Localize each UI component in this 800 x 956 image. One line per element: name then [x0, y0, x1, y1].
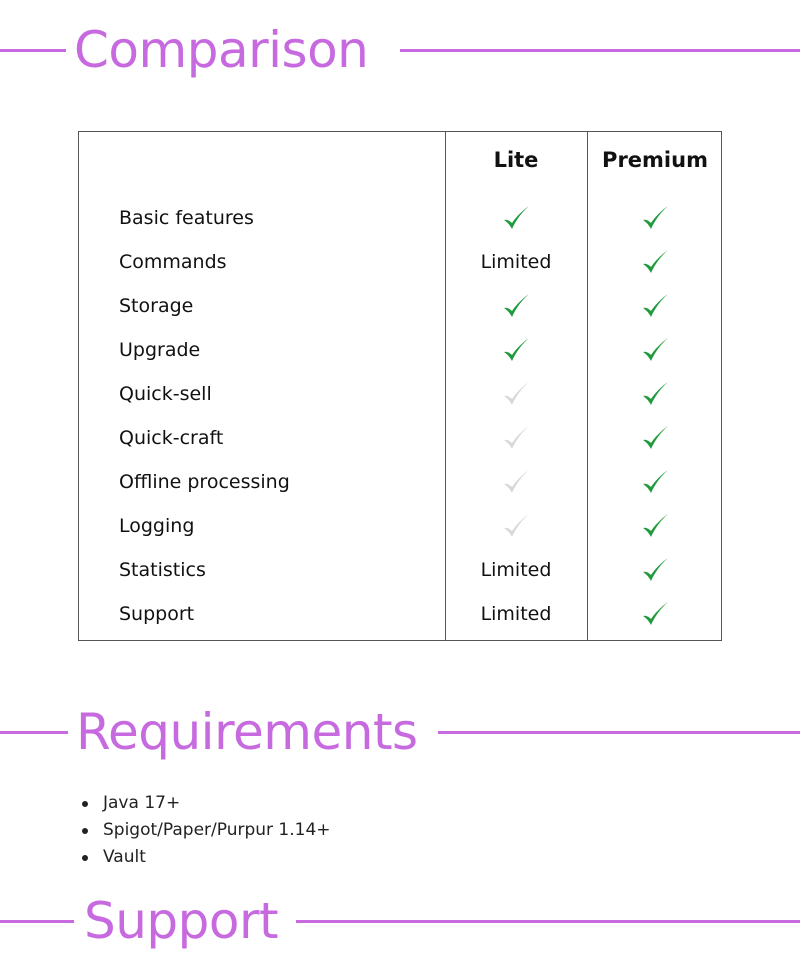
lite-cell [445, 284, 587, 328]
lite-cell [445, 196, 587, 240]
table-row [79, 592, 723, 636]
table-row [79, 240, 723, 284]
check-icon [640, 335, 670, 365]
header-rule-right [296, 920, 800, 923]
header-rule-right [400, 49, 800, 52]
limited-label: Limited [480, 251, 552, 273]
lite-cell [445, 548, 587, 592]
premium-cell [587, 592, 723, 636]
premium-cell [587, 416, 723, 460]
check-icon [640, 423, 670, 453]
check-disabled-icon [501, 467, 531, 497]
header-rule-left [0, 731, 68, 734]
premium-cell [587, 504, 723, 548]
premium-cell [587, 284, 723, 328]
premium-cell [587, 460, 723, 504]
requirements-list [82, 790, 331, 871]
limited-label: Limited [480, 559, 552, 581]
check-icon [640, 599, 670, 629]
feature-label: Offline processing [119, 471, 290, 493]
check-icon [640, 247, 670, 277]
check-disabled-icon [501, 511, 531, 541]
lite-cell [445, 240, 587, 284]
header-rule-right [438, 731, 800, 734]
feature-label: Commands [119, 251, 227, 273]
check-icon [640, 291, 670, 321]
feature-label: Basic features [119, 207, 254, 229]
check-icon [640, 467, 670, 497]
column-header-premium: Premium [602, 148, 708, 172]
requirements-header [0, 697, 800, 767]
feature-label: Logging [119, 515, 195, 537]
premium-cell [587, 372, 723, 416]
table-row [79, 196, 723, 240]
requirement-item: Vault [82, 844, 331, 871]
requirement-item: Spigot/Paper/Purpur 1.14+ [82, 817, 331, 844]
feature-label: Statistics [119, 559, 206, 581]
lite-cell [445, 592, 587, 636]
comparison-title: Comparison [74, 21, 369, 79]
check-disabled-icon [501, 423, 531, 453]
check-icon [501, 291, 531, 321]
premium-cell [587, 196, 723, 240]
feature-label: Support [119, 603, 195, 625]
comparison-table [78, 131, 722, 641]
table-row [79, 372, 723, 416]
header-rule-left [0, 920, 74, 923]
table-row [79, 504, 723, 548]
check-icon [640, 203, 670, 233]
limited-label: Limited [480, 603, 552, 625]
table-row [79, 284, 723, 328]
check-icon [501, 203, 531, 233]
feature-label: Quick-craft [119, 427, 224, 449]
table-row [79, 460, 723, 504]
table-row [79, 416, 723, 460]
feature-label: Quick-sell [119, 383, 212, 405]
feature-label: Upgrade [119, 339, 201, 361]
header-rule-left [0, 49, 66, 52]
lite-cell [445, 460, 587, 504]
check-icon [501, 335, 531, 365]
premium-cell [587, 328, 723, 372]
check-icon [640, 379, 670, 409]
check-icon [640, 511, 670, 541]
table-row [79, 328, 723, 372]
table-row [79, 548, 723, 592]
lite-cell [445, 328, 587, 372]
premium-cell [587, 240, 723, 284]
support-title: Support [84, 892, 279, 950]
support-header [0, 886, 800, 956]
premium-cell [587, 548, 723, 592]
requirement-item: Java 17+ [82, 790, 331, 817]
lite-cell [445, 372, 587, 416]
check-disabled-icon [501, 379, 531, 409]
requirements-title: Requirements [76, 703, 418, 761]
lite-cell [445, 416, 587, 460]
column-header-lite: Lite [493, 148, 539, 172]
check-icon [640, 555, 670, 585]
lite-cell [445, 504, 587, 548]
comparison-header [0, 15, 800, 85]
feature-label: Storage [119, 295, 194, 317]
